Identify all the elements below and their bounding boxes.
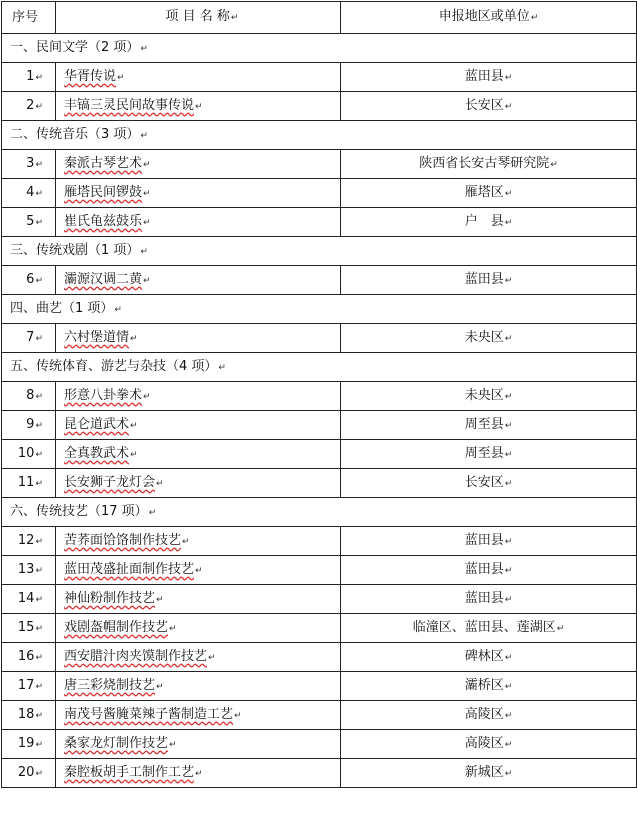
paragraph-mark-icon: ↵ (504, 681, 513, 692)
item-number-cell (2, 701, 56, 730)
header-name-cell (56, 2, 341, 34)
item-number-cell (2, 179, 56, 208)
category-cell (2, 353, 637, 382)
item-number-cell (2, 469, 56, 498)
item-name: 唐三彩烧制技艺 (64, 677, 156, 693)
table-row (2, 643, 637, 672)
item-name: 形意八卦拳术 (64, 387, 143, 403)
paragraph-mark-icon: ↵ (35, 478, 43, 489)
paragraph-mark-icon: ↵ (35, 623, 43, 634)
item-name-cell (56, 672, 341, 701)
paragraph-mark-icon: ↵ (234, 710, 242, 721)
category-label: 五、传统体育、游艺与杂技（4 项） (10, 358, 218, 374)
item-number: 4 (26, 184, 35, 200)
paragraph-mark-icon: ↵ (35, 159, 43, 170)
header-num-cell (2, 2, 56, 34)
table-row (2, 324, 637, 353)
heritage-table (1, 1, 637, 788)
item-location: 未央区 (464, 329, 504, 345)
paragraph-mark-icon: ↵ (140, 246, 148, 257)
paragraph-mark-icon: ↵ (182, 536, 190, 547)
paragraph-mark-icon: ↵ (504, 275, 513, 286)
item-location: 临潼区、蓝田县、莲湖区 (412, 619, 556, 635)
paragraph-mark-icon: ↵ (504, 710, 513, 721)
item-name: 神仙粉制作技艺 (64, 590, 156, 606)
paragraph-mark-icon: ↵ (35, 652, 43, 663)
paragraph-mark-icon: ↵ (35, 188, 43, 199)
paragraph-mark-icon: ↵ (143, 188, 151, 199)
paragraph-mark-icon: ↵ (169, 623, 177, 634)
category-cell (2, 295, 637, 324)
item-number-cell (2, 440, 56, 469)
paragraph-mark-icon: ↵ (550, 159, 558, 170)
item-number-cell (2, 614, 56, 643)
item-number-cell (2, 730, 56, 759)
item-name: 南茂号酱腌菜辣子酱制造工艺 (64, 706, 234, 722)
category-cell (2, 34, 637, 63)
paragraph-mark-icon: ↵ (35, 594, 43, 605)
item-location: 蓝田县 (464, 561, 504, 577)
paragraph-mark-icon: ↵ (556, 623, 565, 634)
item-location: 新城区 (464, 764, 504, 780)
category-label: 四、曲艺（1 项） (10, 300, 114, 316)
item-number: 20 (17, 764, 35, 780)
table-row (2, 440, 637, 469)
paragraph-mark-icon: ↵ (504, 478, 513, 489)
item-number: 16 (17, 648, 35, 664)
paragraph-mark-icon: ↵ (504, 391, 513, 402)
paragraph-mark-icon: ↵ (140, 43, 148, 54)
item-name: 桑家龙灯制作技艺 (64, 735, 169, 751)
category-row (2, 295, 637, 324)
paragraph-mark-icon: ↵ (143, 159, 151, 170)
paragraph-mark-icon: ↵ (504, 652, 513, 663)
item-number-cell (2, 411, 56, 440)
item-name: 灞源汉调二黄 (64, 271, 143, 287)
item-location-cell (341, 411, 637, 440)
category-cell (2, 121, 637, 150)
item-number-cell (2, 266, 56, 295)
item-location-cell (341, 614, 637, 643)
item-number: 19 (17, 735, 35, 751)
item-number-cell (2, 208, 56, 237)
item-location-cell (341, 150, 637, 179)
item-location: 蓝田县 (464, 590, 504, 606)
paragraph-mark-icon: ↵ (35, 768, 43, 779)
table-row (2, 382, 637, 411)
paragraph-mark-icon: ↵ (148, 507, 157, 518)
item-number: 17 (17, 677, 35, 693)
table-row (2, 179, 637, 208)
paragraph-mark-icon: ↵ (143, 275, 151, 286)
item-name: 长安狮子龙灯会 (64, 474, 156, 490)
paragraph-mark-icon: ↵ (504, 420, 513, 431)
item-name: 秦派古琴艺术 (64, 155, 143, 171)
paragraph-mark-icon: ↵ (143, 391, 151, 402)
item-name-cell (56, 208, 341, 237)
table-row (2, 266, 637, 295)
item-location-cell (341, 92, 637, 121)
paragraph-mark-icon: ↵ (218, 362, 226, 373)
paragraph-mark-icon: ↵ (35, 536, 43, 547)
item-number: 7 (26, 329, 35, 345)
item-number: 11 (17, 474, 35, 490)
item-name-cell (56, 179, 341, 208)
paragraph-mark-icon: ↵ (117, 72, 125, 83)
paragraph-mark-icon: ↵ (35, 391, 43, 402)
category-row (2, 237, 637, 266)
paragraph-mark-icon: ↵ (35, 420, 43, 431)
item-location-cell (341, 469, 637, 498)
paragraph-mark-icon: ↵ (169, 739, 177, 750)
table-row (2, 759, 637, 788)
item-location: 灞桥区 (464, 677, 504, 693)
table-row (2, 701, 637, 730)
table-row (2, 614, 637, 643)
item-name-cell (56, 469, 341, 498)
item-location: 高陵区 (464, 735, 504, 751)
item-location: 周至县 (464, 445, 504, 461)
category-cell (2, 237, 637, 266)
paragraph-mark-icon: ↵ (504, 768, 513, 779)
paragraph-mark-icon: ↵ (195, 768, 203, 779)
item-name: 苦荞面饸饹制作技艺 (64, 532, 182, 548)
paragraph-mark-icon: ↵ (156, 594, 164, 605)
table-row (2, 63, 637, 92)
category-cell (2, 498, 637, 527)
item-name-cell (56, 92, 341, 121)
item-name-cell (56, 585, 341, 614)
item-name-cell (56, 150, 341, 179)
paragraph-mark-icon: ↵ (35, 681, 43, 692)
item-number-cell (2, 92, 56, 121)
item-location-cell (341, 266, 637, 295)
item-number-cell (2, 585, 56, 614)
header-num: 序号 (12, 9, 39, 25)
paragraph-mark-icon: ↵ (195, 101, 203, 112)
paragraph-mark-icon: ↵ (504, 217, 513, 228)
header-loc: 申报地区或单位 (438, 9, 530, 24)
table-row (2, 150, 637, 179)
item-number: 3 (26, 155, 35, 171)
item-location-cell (341, 208, 637, 237)
paragraph-mark-icon: ↵ (130, 420, 138, 431)
item-location-cell (341, 527, 637, 556)
item-number: 13 (17, 561, 35, 577)
item-name-cell (56, 411, 341, 440)
paragraph-mark-icon: ↵ (35, 275, 43, 286)
header-loc-cell (341, 2, 637, 34)
item-number: 2 (26, 97, 35, 113)
paragraph-mark-icon: ↵ (35, 710, 43, 721)
paragraph-mark-icon: ↵ (35, 72, 43, 83)
category-label: 六、传统技艺（17 项） (10, 503, 148, 519)
item-location: 陕西省长安古琴研究院 (419, 155, 550, 171)
table-row (2, 208, 637, 237)
paragraph-mark-icon: ↵ (504, 739, 513, 750)
item-name-cell (56, 759, 341, 788)
item-name-cell (56, 556, 341, 585)
item-name: 崔氏龟兹鼓乐 (64, 213, 143, 229)
item-number: 18 (17, 706, 35, 722)
item-number-cell (2, 556, 56, 585)
item-name: 西安腊汁肉夹馍制作技艺 (64, 648, 208, 664)
item-name-cell (56, 382, 341, 411)
table-row (2, 92, 637, 121)
paragraph-mark-icon: ↵ (208, 652, 216, 663)
item-number: 6 (26, 271, 35, 287)
paragraph-mark-icon: ↵ (156, 681, 164, 692)
paragraph-mark-icon: ↵ (504, 188, 513, 199)
table-row (2, 411, 637, 440)
item-location-cell (341, 63, 637, 92)
category-label: 二、传统音乐（3 项） (10, 126, 140, 142)
paragraph-mark-icon: ↵ (143, 217, 151, 228)
paragraph-mark-icon: ↵ (156, 478, 164, 489)
paragraph-mark-icon: ↵ (35, 565, 43, 576)
table-row (2, 556, 637, 585)
item-location-cell (341, 324, 637, 353)
item-number: 1 (26, 68, 35, 84)
category-label: 三、传统戏剧（1 项） (10, 242, 140, 258)
header-name: 项 目 名 称 (165, 9, 230, 24)
item-number: 12 (17, 532, 35, 548)
paragraph-mark-icon: ↵ (35, 333, 43, 344)
paragraph-mark-icon: ↵ (504, 565, 513, 576)
table-row (2, 469, 637, 498)
table-header-row (2, 2, 637, 34)
paragraph-mark-icon: ↵ (35, 217, 43, 228)
item-location-cell (341, 759, 637, 788)
item-location: 周至县 (464, 416, 504, 432)
item-location: 蓝田县 (464, 68, 504, 84)
paragraph-mark-icon: ↵ (230, 13, 239, 23)
item-location: 户 县 (464, 213, 504, 229)
heritage-list-document (1, 1, 636, 788)
item-location: 未央区 (464, 387, 504, 403)
item-name-cell (56, 266, 341, 295)
paragraph-mark-icon: ↵ (504, 449, 513, 460)
category-row (2, 498, 637, 527)
item-location-cell (341, 556, 637, 585)
item-name-cell (56, 527, 341, 556)
paragraph-mark-icon: ↵ (140, 130, 148, 141)
paragraph-mark-icon: ↵ (530, 13, 539, 23)
item-name: 蓝田茂盛扯面制作技艺 (64, 561, 195, 577)
paragraph-mark-icon: ↵ (35, 739, 43, 750)
item-location-cell (341, 701, 637, 730)
item-location-cell (341, 382, 637, 411)
item-name: 全真教武术 (64, 445, 130, 461)
item-number: 8 (26, 387, 35, 403)
item-location: 蓝田县 (464, 532, 504, 548)
item-name: 丰镐三灵民间故事传说 (64, 97, 195, 113)
category-row (2, 353, 637, 382)
item-name-cell (56, 63, 341, 92)
item-name: 雁塔民间锣鼓 (64, 184, 143, 200)
item-location: 高陵区 (464, 706, 504, 722)
category-row (2, 121, 637, 150)
paragraph-mark-icon: ↵ (130, 333, 138, 344)
item-name: 戏剧盔帽制作技艺 (64, 619, 169, 635)
item-name: 昆仑道武术 (64, 416, 130, 432)
item-number: 15 (17, 619, 35, 635)
item-name: 华胥传说 (64, 68, 117, 84)
item-location-cell (341, 672, 637, 701)
item-location-cell (341, 585, 637, 614)
item-location: 长安区 (464, 97, 504, 113)
category-row (2, 34, 637, 63)
item-name-cell (56, 324, 341, 353)
item-number-cell (2, 643, 56, 672)
paragraph-mark-icon: ↵ (504, 333, 513, 344)
table-row (2, 672, 637, 701)
category-label: 一、民间文学（2 项） (10, 39, 140, 55)
item-number-cell (2, 63, 56, 92)
paragraph-mark-icon: ↵ (504, 72, 513, 83)
item-location: 碑林区 (464, 648, 504, 664)
item-name-cell (56, 440, 341, 469)
item-number: 9 (26, 416, 35, 432)
item-number: 10 (17, 445, 35, 461)
paragraph-mark-icon: ↵ (35, 449, 43, 460)
paragraph-mark-icon: ↵ (504, 536, 513, 547)
paragraph-mark-icon: ↵ (195, 565, 203, 576)
item-number-cell (2, 382, 56, 411)
item-location-cell (341, 440, 637, 469)
paragraph-mark-icon: ↵ (114, 304, 122, 315)
table-row (2, 527, 637, 556)
item-name-cell (56, 701, 341, 730)
item-location: 蓝田县 (464, 271, 504, 287)
item-number-cell (2, 527, 56, 556)
paragraph-mark-icon: ↵ (504, 594, 513, 605)
item-number-cell (2, 150, 56, 179)
item-number-cell (2, 324, 56, 353)
table-row (2, 730, 637, 759)
paragraph-mark-icon: ↵ (35, 101, 43, 112)
item-name: 六村堡道情 (64, 329, 130, 345)
table-row (2, 585, 637, 614)
item-location-cell (341, 179, 637, 208)
paragraph-mark-icon: ↵ (504, 101, 513, 112)
item-number: 14 (17, 590, 35, 606)
item-number-cell (2, 672, 56, 701)
paragraph-mark-icon: ↵ (130, 449, 138, 460)
item-name: 秦腔板胡手工制作工艺 (64, 764, 195, 780)
item-number: 5 (26, 213, 35, 229)
item-location-cell (341, 730, 637, 759)
item-location: 雁塔区 (464, 184, 504, 200)
item-location: 长安区 (464, 474, 504, 490)
item-location-cell (341, 643, 637, 672)
item-name-cell (56, 643, 341, 672)
item-name-cell (56, 614, 341, 643)
item-name-cell (56, 730, 341, 759)
item-number-cell (2, 759, 56, 788)
